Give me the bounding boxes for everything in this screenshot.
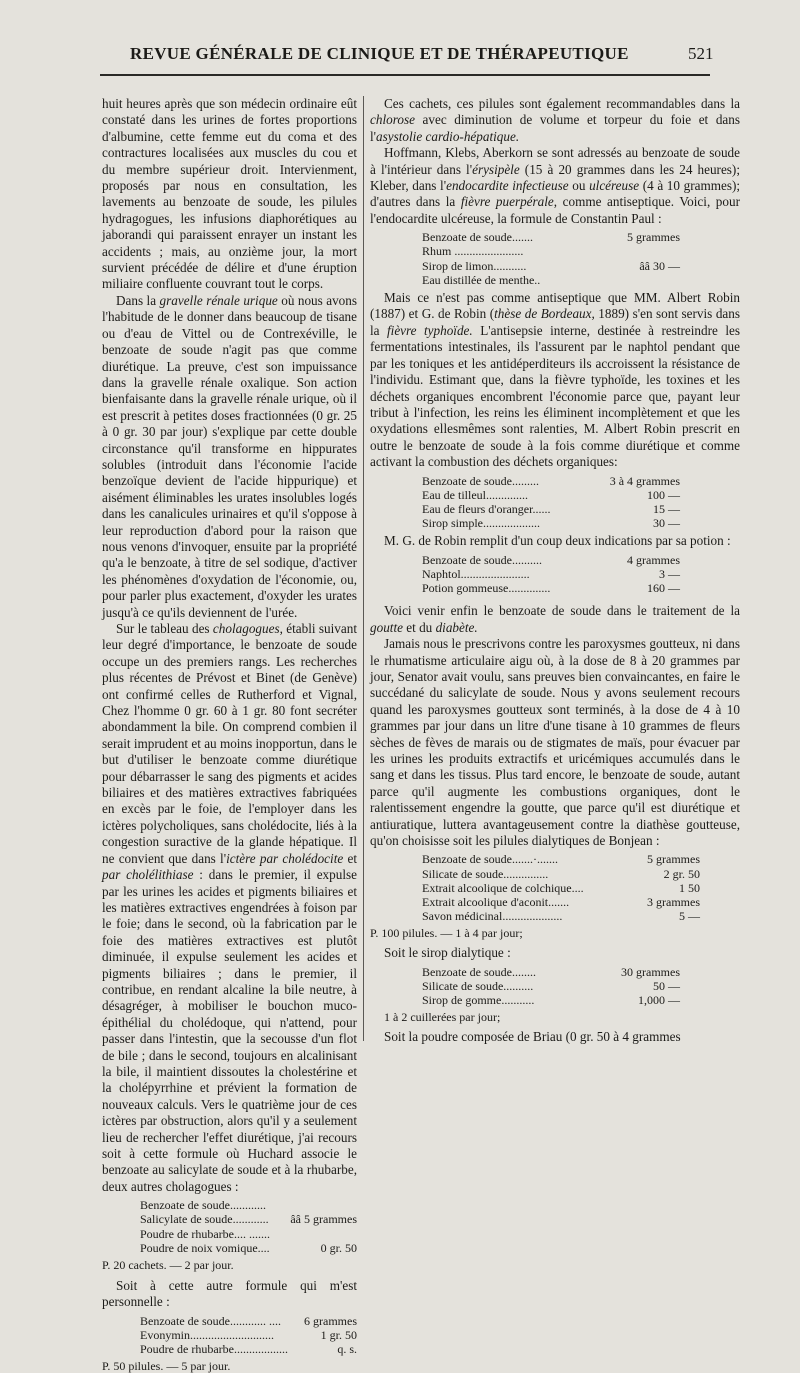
paragraph: Jamais nous le prescrivons contre les paroxysmes goutteux, ni dans le rhumatisme articulaire aigu où, à la dose de 8 à 20 grammes par jour, Senator avait voulu, sans preuves bien convaincantes, en faire le succédané du salicylate de soude. Nous y avons seulement recours quand les paroxysmes goutteux sont terminés, à la dose de 4 à 10 grammes par jour dans un litre d'une tisane à 10 grammes de fleurs sèches de fèves de marais ou de stigmates de maïs, pour évacuer par les urines les produits extractifs et uricémiques accumulés dans le sang et dans les tissus. Plus tard encore, le benzoate de soude, autant parce qu'il augmente les combustions organiques, dont le ralentissement engendre la goutte, que parce qu'il est diurétique et antiuratique, luttera avantageusement contre la diathèse goutteuse, qu'on choisisse soit les pilules dialytiques de Bonjean :	[370, 636, 740, 849]
paragraph: M. G. de Robin remplit d'un coup deux indications par sa potion :	[384, 533, 731, 549]
formula-row: Salicylate de soude............ ââ 5 grammes	[140, 1212, 357, 1227]
paragraph: Ces cachets, ces pilules sont également recommandables dans la chlorose avec diminution de volume et torpeur du foie et dans l'asystolie cardio-hépatique.	[370, 96, 740, 144]
formula-row: Poudre de noix vomique.... 0 gr. 50	[140, 1240, 357, 1255]
formula-row: Benzoate de soude.......... 4 grammes	[422, 552, 680, 567]
formula-row: Savon médicinal.................... 5 —	[422, 909, 700, 924]
formula-row: Benzoate de soude........ 30 grammes	[422, 964, 680, 979]
formula-note: P. 50 pilules. — 5 par jour.	[102, 1359, 231, 1373]
formula-row: Benzoate de soude............	[140, 1198, 266, 1213]
page-number: 521	[688, 44, 714, 63]
formula-row: Benzoate de soude....... 5 grammes	[422, 230, 680, 245]
formula-row: Naphtol....................... 3 —	[422, 566, 680, 581]
paragraph: Sur le tableau des cholagogues, établi suivant leur degré d'importance, le benzoate de soude occupe un des premiers rangs. Les recherches plus récentes de Prévost et Binet (de Genève) ont confirmé celles de Rutherford et Vignal, Chez l'homme 0 gr. 60 à 1 gr. 80 font secréter abondamment la bile. On comprend combien il serait imprudent et au moins inopportun, dans le but d'utiliser le benzoate comme diurétique pour débarrasser le sang des pigments et acides biliaires et des matières extractives fabriquées en excès par le foie, de l'employer dans les ictères polycholiques, sans cholédocite, liés à la congestion suractive de la glande hépatique. Il ne convient que dans l'ictère par cholédocite et par cholélithiase : dans le premier, il expulse par les urines les acides et pigments biliaires et les matières extractives engendrées à foison par le foie; dans le second, où la fabrication par le foie des matières extractives est plutôt diminuée, il expulse seulement les acides et pigments biliaires ; dans le premier, il contribue, en rendant alcaline la bile neutre, à désagréger, à mobiliser le bouchon muco-épithélial du cholédoque, qui n'attend, pour passer dans l'intestin, que la secousse d'un flot de bile ; dans le second, toujours en alcalinisant la bile, il maintient dissoutes la cholestérine et la cholépyrrhine et prévient la formation de nouveaux calculs. Vers le quatrième jour de ces ictères par obstruction, alors qu'il y a seulement lieu de rechercher l'effet diurétique, j'ai recours soit à cette formule où Huchard associe le benzoate au salicylate de soude et à la rhubarbe, deux autres cholagogues :	[102, 621, 357, 1194]
formula-row: Benzoate de soude......... 3 à 4 grammes	[422, 473, 680, 488]
formula-g-de-robin	[370, 553, 740, 596]
formula-row: Silicate de soude.......... 50 —	[422, 979, 680, 994]
formula-note: 1 à 2 cuillerées par jour;	[384, 1010, 501, 1025]
formula-bonjean	[370, 852, 740, 923]
column-divider	[363, 96, 364, 1041]
paragraph: Hoffmann, Klebs, Aberkorn se sont adressés au benzoate de soude à l'intérieur dans l'érysipèle (15 à 20 grammes dans les 24 heures); Kleber, dans l'endocardite infectieuse ou ulcéreuse (4 à 10 grammes); d'autres dans la fièvre puerpérale, comme antiseptique. Voici, pour l'endocardite ulcéreuse, la formule de Constantin Paul :	[370, 145, 741, 226]
formula-row: Poudre de rhubarbe.... .......	[140, 1226, 270, 1241]
formula-row: Sirop de gomme........... 1,000 —	[422, 993, 680, 1008]
formula-row: Benzoate de soude............ .... 6 grammes	[140, 1313, 357, 1328]
running-title: REVUE GÉNÉRALE DE CLINIQUE ET DE THÉRAPEUTIQUE	[130, 44, 629, 63]
formula-constantin-paul	[370, 230, 740, 287]
header-rule	[100, 74, 710, 76]
formula-albert-robin	[370, 474, 740, 531]
paragraph: Dans la gravelle rénale urique où nous avons l'habitude de le donner dans beaucoup de tisane ou d'eau de Vittel ou de Contrexéville, le benzoate de soude n'agit pas que comme diurétique. La preuve, c'est son impuissance dans la gravelle rénale oxalique. Son action bienfaisante dans la gravelle rénale urique, où il est prescrit à petites doses fractionnées (0 gr. 25 à 0 gr. 30 par jour) s'explique par cette double circonstance qu'il transforme en hippurates solubles (introduit dans l'économie l'acide benzoïque devient de l'acide hippurique) et aisément éliminables les urates insolubles logés dans les canalicules urinaires et qu'il s'oppose à leur reproduction d'abord pour la raison que nous venons d'invoquer, ensuite par la propriété qu'a le benzoate, à titre de sel sodique, d'activer les phénomènes d'oxydation de l'économie, ou, pour parler plus exactement, d'oxyder les urates jusqu'à ce qu'ils deviennent de l'urée.	[102, 292, 357, 620]
formula-row: Evonymin............................ 1 gr. 50	[140, 1328, 357, 1343]
formula-row: Sirop de limon........... ââ 30 —	[422, 258, 680, 273]
formula-row: Extrait alcoolique de colchique.... 1 50	[422, 880, 700, 895]
formula-note: P. 20 cachets. — 2 par jour.	[102, 1258, 234, 1273]
formula-row: Extrait alcoolique d'aconit....... 3 grammes	[422, 895, 700, 910]
paragraph: huit heures après que son médecin ordinaire eût constaté dans les urines de fortes proportions d'albumine, cette femme eut du coma et des contractures localisées aux muscles du cou et du membre supérieur droit. Intervienment, proposés par nous en consultation, les lavements au benzoate de soude, les pilules hydragogues, les infusions diaphorétiques au jaborandi qui paraissent enrayer un instant les accidents ; mais, au onzième jour, la mort survient précédée de délire et d'une éruption miliaire confluente couvrant tout le corps.	[102, 96, 357, 292]
formula-note: P. 100 pilules. — 1 à 4 par jour;	[370, 926, 523, 941]
formula-sirop-dialytique	[370, 965, 740, 1008]
paragraph: Soit le sirop dialytique :	[384, 945, 511, 961]
paragraph: Soit à cette autre formule qui m'est personnelle :	[102, 1278, 357, 1310]
formula-personal	[102, 1314, 357, 1357]
paragraph: Mais ce n'est pas comme antiseptique que MM. Albert Robin (1887) et G. de Robin (thèse de Bordeaux, 1889) s'en sont servis dans la fièvre typhoïde. L'antisepsie interne, destinée à restreindre les fermentations intestinales, ils l'assurent par le naphtol pendant que par les toniques et les antidéperditeurs ils accroissent la résistance de l'individu. Estimant que, dans la fièvre typhoïde, les toxines et les déchets organiques encombrent l'économie parce que, payant leur tribut à l'infection, les reins les éliminent incomplètement et que les oxydations ellesmêmes sont ralenties, M. Albert Robin prescrit en outre le benzoate de soude à la fois comme diurétique et comme activant la combustion des déchets organiques:	[370, 290, 740, 470]
left-column	[102, 96, 357, 1373]
formula-row: Poudre de rhubarbe.................. q. s.	[140, 1342, 357, 1357]
formula-huchard	[102, 1198, 357, 1255]
running-header	[0, 40, 800, 72]
formula-row: Silicate de soude............... 2 gr. 50	[422, 866, 700, 881]
paragraph: Voici venir enfin le benzoate de soude dans le traitement de la goutte et du diabète.	[370, 603, 740, 635]
right-column	[370, 96, 740, 1046]
paragraph: Soit la poudre composée de Briau (0 gr. 50 à 4 grammes	[384, 1029, 681, 1045]
formula-row: Benzoate de soude.......·....... 5 grammes	[422, 852, 700, 867]
formula-row: Eau de tilleul.............. 100 —	[422, 487, 680, 502]
formula-row: Eau distillée de menthe..	[422, 272, 541, 287]
formula-row: Potion gommeuse.............. 160 —	[422, 581, 680, 596]
formula-row: Eau de fleurs d'oranger...... 15 —	[422, 501, 680, 516]
formula-row: Rhum .......................	[422, 244, 524, 259]
formula-row: Sirop simple................... 30 —	[422, 516, 680, 531]
